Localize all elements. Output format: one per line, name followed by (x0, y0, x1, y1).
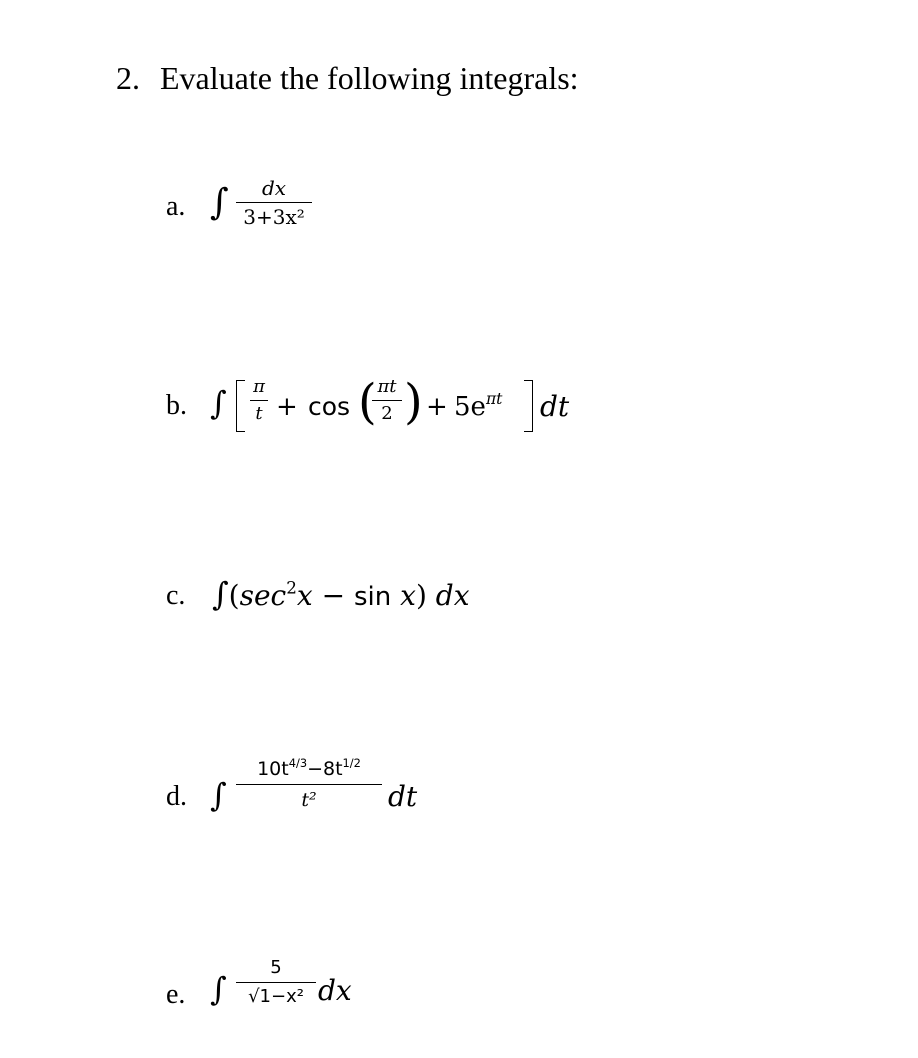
integral-sign: ∫ (210, 970, 227, 1008)
item-d-label: d. (166, 781, 187, 812)
integral-sign: ∫ (210, 776, 227, 814)
fraction-2-numerator: πt (372, 376, 402, 401)
term-1-exponent: 4/3 (288, 756, 308, 771)
item-e-expression (210, 956, 370, 1026)
differential-dt: dt (540, 390, 570, 423)
item-a-fraction (236, 176, 312, 229)
item-b-fraction-2 (372, 376, 402, 425)
numerator-minus: − (307, 758, 323, 780)
item-a-label: a. (166, 191, 186, 222)
item-e-label: e. (166, 979, 186, 1010)
item-e-fraction (236, 956, 316, 1009)
close-paren: ) (415, 579, 427, 612)
plus-sign-2: + (426, 392, 448, 422)
item-c-label: c. (166, 580, 186, 611)
numerator-term-1 (257, 758, 307, 780)
item-c-expression (212, 572, 470, 619)
item-d-numerator (236, 756, 382, 785)
item-d-denominator: t² (301, 789, 317, 811)
minus-sign: − (321, 579, 346, 612)
item-e-denominator: √1−x² (248, 986, 304, 1007)
term-2-exponent: 1/2 (342, 756, 361, 771)
open-paren: ( (358, 374, 377, 430)
exp-term (454, 392, 502, 422)
exp-exponent: πt (485, 390, 503, 409)
close-paren: ) (404, 374, 423, 430)
item-d-fraction (236, 756, 382, 813)
open-paren: ( (228, 579, 240, 612)
right-bracket (524, 380, 533, 432)
left-bracket (236, 380, 245, 432)
differential-dx: dx (318, 974, 352, 1007)
fraction-2-denominator: 2 (381, 403, 393, 424)
item-b-label: b. (166, 390, 187, 421)
problem-instruction: Evaluate the following integrals: (160, 60, 579, 96)
numerator-term-2 (323, 758, 361, 780)
item-e-numerator: 5 (236, 956, 316, 983)
cos-function: cos (308, 392, 351, 421)
item-d-expression (210, 756, 450, 836)
term-2-coefficient: 8t (323, 758, 343, 780)
sec-power: 2 (286, 577, 297, 598)
exp-coefficient: 5e (454, 392, 486, 422)
differential-dx: dx (435, 579, 470, 612)
item-a-denominator: 3+3x² (243, 205, 305, 229)
problem-heading (116, 56, 579, 100)
fraction-1-numerator: π (250, 376, 268, 401)
integral-sign: ∫ (212, 575, 229, 613)
sin-function: sin (354, 582, 392, 612)
variable-x: x (296, 579, 313, 612)
item-b-fraction-1 (250, 376, 268, 425)
sec-function: sec (239, 579, 287, 612)
term-1-coefficient: 10t (257, 758, 289, 780)
differential-dt: dt (388, 780, 418, 813)
integral-sign: ∫ (210, 182, 229, 223)
variable-x-2: x (400, 579, 416, 612)
fraction-1-denominator: t (255, 403, 263, 424)
item-a-numerator: dx (236, 176, 312, 203)
item-b-expression (210, 370, 590, 440)
integral-sign: ∫ (210, 384, 227, 422)
plus-sign: + (276, 392, 298, 422)
problem-number: 2. (116, 60, 140, 96)
